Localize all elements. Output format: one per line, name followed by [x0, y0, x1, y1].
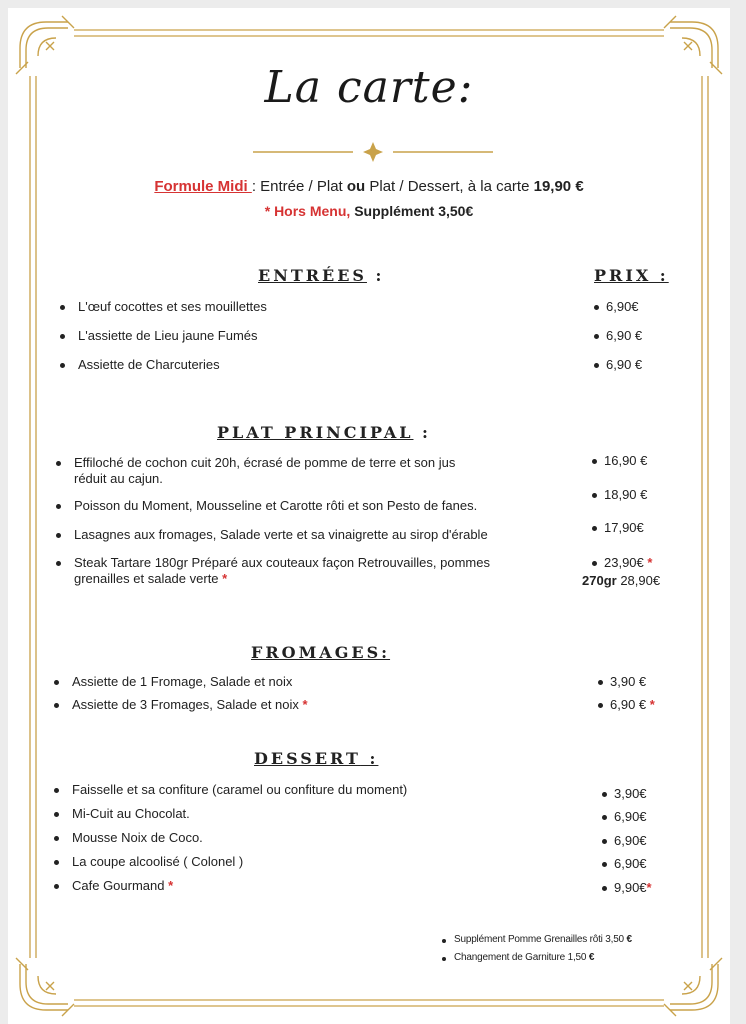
- extra-price: 28,90€: [616, 573, 661, 588]
- item-price: [592, 520, 644, 535]
- formule-midi-line: [8, 178, 730, 195]
- item-price: [602, 880, 652, 895]
- item-name: L'assiette de Lieu jaune Fumés: [78, 328, 258, 343]
- item-name-line1: Steak Tartare 180gr Préparé aux couteaux façon Retrouvailles, pommes: [74, 555, 490, 570]
- price-text: 6,90 €: [606, 328, 643, 343]
- item-price: [594, 328, 642, 343]
- price-text: 17,90€: [604, 520, 644, 535]
- section-title-fromages: [251, 643, 390, 662]
- item-price: [602, 856, 647, 871]
- section-title-dessert: [254, 749, 378, 768]
- price-text: 3,90 €: [610, 674, 647, 689]
- note-value: 1,50: [567, 952, 589, 963]
- item-name: Assiette de Charcuteries: [78, 357, 220, 372]
- list-item: [56, 498, 576, 514]
- corner-ornament-bottom-left: [16, 958, 74, 1016]
- item-price: [592, 487, 647, 502]
- list-item: [56, 527, 576, 543]
- list-item: [54, 697, 308, 713]
- price-text: 23,90€: [604, 555, 644, 570]
- entrees-title-text: ENTRÉES: [258, 266, 367, 285]
- star-marker: *: [646, 880, 652, 895]
- item-price: [602, 786, 647, 801]
- formule-text-1: : Entrée / Plat: [251, 178, 347, 195]
- fromages-title-text: FROMAGES:: [251, 643, 391, 662]
- list-item: [56, 455, 576, 487]
- list-item: [54, 782, 407, 798]
- price-text: 6,90€: [606, 299, 639, 314]
- price-text: 6,90€: [614, 833, 647, 848]
- list-item: [54, 878, 173, 894]
- plats-colon: :: [413, 423, 431, 442]
- item-name: Poisson du Moment, Mousseline et Carotte rôti et son Pesto de fanes.: [74, 498, 478, 513]
- note-text: Supplément Pomme Grenailles rôti: [454, 934, 606, 945]
- note-item: [442, 952, 594, 963]
- item-price: [602, 833, 647, 848]
- formule-ou: ou: [346, 178, 366, 195]
- item-name: La coupe alcoolisé ( Colonel ): [72, 854, 244, 869]
- menu-page: [8, 8, 730, 1024]
- section-title-entrees: [258, 266, 384, 285]
- list-item: [60, 357, 220, 373]
- item-name: Assiette de 1 Fromage, Salade et noix: [72, 674, 293, 689]
- list-item: [60, 299, 267, 315]
- menu-title: La carte:: [264, 62, 474, 113]
- item-name-line2: réduit au cajun.: [74, 471, 163, 486]
- note-item: [442, 934, 632, 945]
- item-name: Assiette de 3 Fromages, Salade et noix: [72, 697, 303, 712]
- price-text: 6,90€: [614, 809, 647, 824]
- item-price: [598, 697, 655, 712]
- list-item: [54, 854, 243, 870]
- star-marker: *: [646, 697, 655, 712]
- price-text: 6,90€: [614, 856, 647, 871]
- item-price: [602, 809, 647, 824]
- formule-midi-label: Formule Midi: [154, 178, 252, 195]
- price-text: 6,90 €: [610, 697, 647, 712]
- list-item: [60, 328, 258, 344]
- plats-title-text: PLAT PRINCIPAL: [217, 423, 414, 442]
- dessert-colon: :: [360, 749, 379, 768]
- star-marker: *: [302, 697, 308, 712]
- item-price: [594, 357, 642, 372]
- section-title-prix: [594, 266, 669, 285]
- extra-weight: 270gr: [582, 573, 617, 588]
- note-euro: €: [626, 934, 632, 945]
- price-text: 3,90€: [614, 786, 647, 801]
- item-name-line1: Effiloché de cochon cuit 20h, écrasé de pomme de terre et son jus: [74, 455, 456, 470]
- item-name-line2: grenailles et salade verte: [74, 571, 223, 586]
- list-item: [54, 674, 292, 690]
- hors-menu-label: * Hors Menu,: [264, 203, 351, 219]
- price-text: 18,90 €: [604, 487, 648, 502]
- item-price: [592, 555, 652, 570]
- star-marker: *: [222, 571, 228, 586]
- item-price: [598, 674, 646, 689]
- formule-price: 19,90 €: [533, 178, 584, 195]
- item-price: [592, 453, 647, 468]
- item-name: Cafe Gourmand: [72, 878, 169, 893]
- corner-ornament-bottom-right: [664, 958, 722, 1016]
- supplement-text: Supplément 3,50€: [350, 203, 474, 219]
- section-title-plat-principal: [217, 423, 431, 442]
- item-name: Mi-Cuit au Chocolat.: [72, 806, 190, 821]
- prix-title-text: PRIX :: [594, 266, 669, 285]
- note-text: Changement de Garniture: [454, 952, 568, 963]
- hors-menu-line: [8, 203, 730, 219]
- item-price: [594, 299, 639, 314]
- price-text: 9,90€: [614, 880, 647, 895]
- entrees-colon: :: [366, 266, 385, 285]
- item-name: Faisselle et sa confiture (caramel ou confiture du moment): [72, 782, 408, 797]
- list-item: [56, 555, 586, 587]
- item-name: Mousse Noix de Coco.: [72, 830, 203, 845]
- note-euro: €: [588, 952, 595, 963]
- price-text: 6,90 €: [606, 357, 643, 372]
- dessert-title-text: DESSERT: [254, 749, 361, 768]
- star-divider-icon: [253, 142, 493, 162]
- price-text: 16,90 €: [604, 453, 648, 468]
- star-marker: *: [168, 878, 174, 893]
- star-marker: *: [643, 555, 653, 570]
- item-name: Lasagnes aux fromages, Salade verte et sa vinaigrette au sirop d'érable: [74, 527, 488, 542]
- formule-text-2: Plat / Dessert, à la carte: [365, 178, 534, 195]
- item-price-extra: [582, 573, 660, 588]
- list-item: [54, 806, 190, 822]
- list-item: [54, 830, 203, 846]
- note-value: 3,50: [605, 934, 627, 945]
- item-name: L'œuf cocottes et ses mouillettes: [78, 299, 267, 314]
